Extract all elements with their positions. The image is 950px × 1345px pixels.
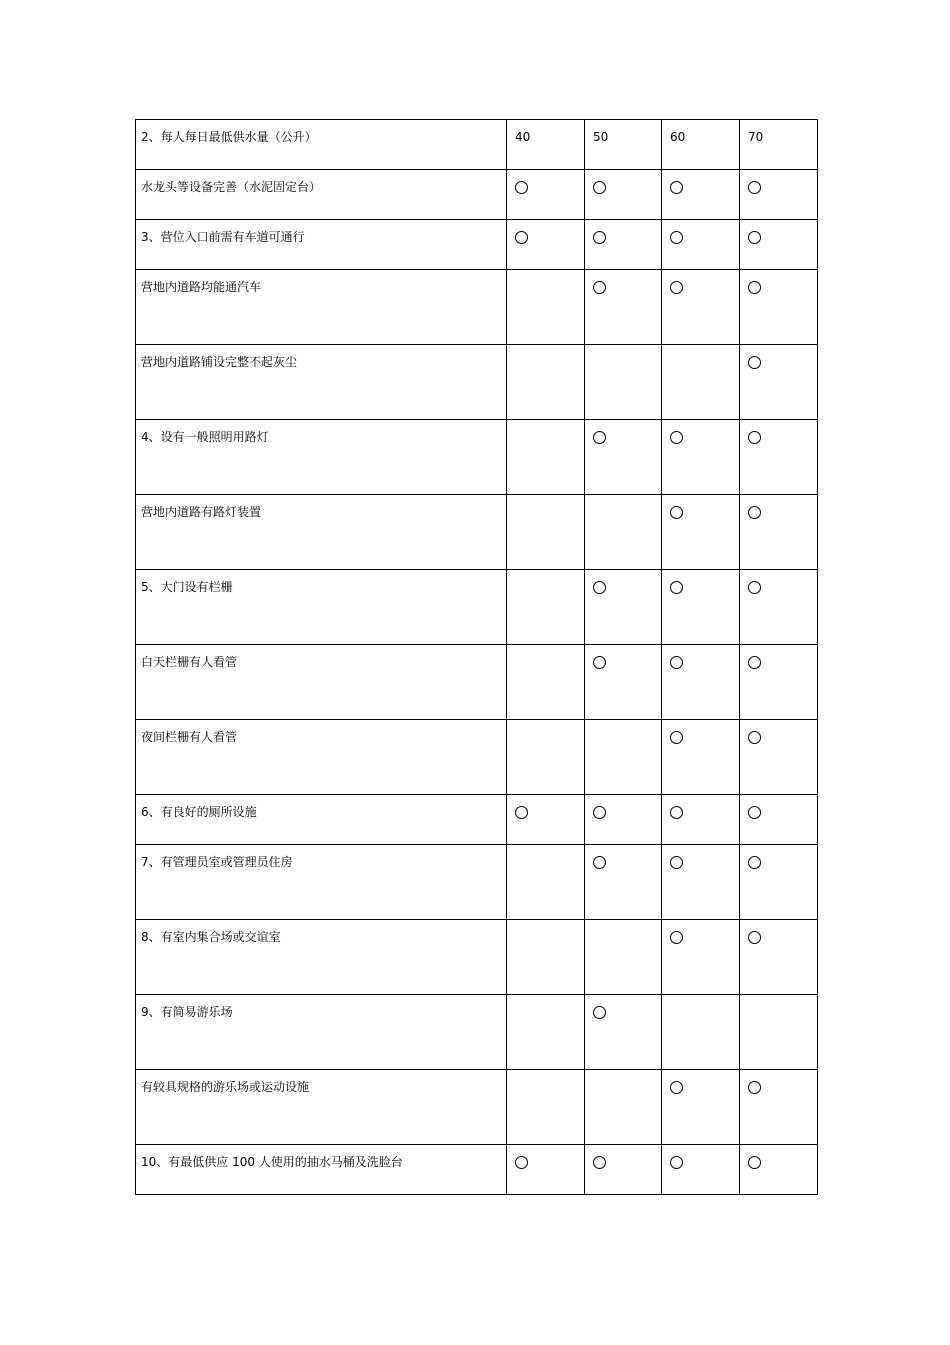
mark-cell (740, 220, 818, 270)
row-label: 水龙头等设备完善（水泥固定台） (136, 170, 507, 220)
circle-mark-icon (670, 431, 683, 444)
header-value-70: 70 (740, 120, 818, 170)
circle-mark-icon (670, 506, 683, 519)
table-row (136, 795, 818, 845)
table-row (136, 420, 818, 495)
mark-cell (662, 720, 740, 795)
row-label: 4、设有一般照明用路灯 (136, 420, 507, 495)
mark-cell (662, 420, 740, 495)
circle-mark-icon (515, 1156, 528, 1169)
mark-cell (662, 495, 740, 570)
circle-mark-icon (593, 431, 606, 444)
circle-mark-icon (593, 1156, 606, 1169)
mark-cell (585, 720, 662, 795)
row-label: 3、营位入口前需有车道可通行 (136, 220, 507, 270)
standards-table (135, 119, 818, 1195)
mark-cell (662, 645, 740, 720)
mark-cell (662, 795, 740, 845)
mark-cell (740, 1070, 818, 1145)
mark-cell (740, 645, 818, 720)
mark-cell (507, 720, 585, 795)
header-label: 2、每人每日最低供水量（公升） (136, 120, 507, 170)
table-row (136, 220, 818, 270)
header-row (136, 120, 818, 170)
circle-mark-icon (593, 806, 606, 819)
mark-cell (585, 795, 662, 845)
circle-mark-icon (748, 806, 761, 819)
circle-mark-icon (670, 181, 683, 194)
row-label: 7、有管理员室或管理员住房 (136, 845, 507, 920)
mark-cell (507, 995, 585, 1070)
mark-cell (507, 420, 585, 495)
circle-mark-icon (748, 506, 761, 519)
mark-cell (585, 270, 662, 345)
mark-cell (662, 570, 740, 645)
circle-mark-icon (593, 656, 606, 669)
row-label: 营地内道路均能通汽车 (136, 270, 507, 345)
table-row (136, 1145, 818, 1195)
row-label: 6、有良好的厕所设施 (136, 795, 507, 845)
circle-mark-icon (670, 731, 683, 744)
mark-cell (507, 1070, 585, 1145)
mark-cell (585, 645, 662, 720)
table-row (136, 720, 818, 795)
mark-cell (662, 845, 740, 920)
circle-mark-icon (670, 281, 683, 294)
mark-cell (662, 270, 740, 345)
mark-cell (740, 920, 818, 995)
circle-mark-icon (515, 231, 528, 244)
row-label: 营地内道路铺设完整不起灰尘 (136, 345, 507, 420)
mark-cell (585, 170, 662, 220)
circle-mark-icon (670, 231, 683, 244)
row-label: 10、有最低供应 100 人使用的抽水马桶及洗脸台 (136, 1145, 507, 1195)
row-label: 营地内道路有路灯装置 (136, 495, 507, 570)
mark-cell (662, 995, 740, 1070)
row-label: 有较具规格的游乐场或运动设施 (136, 1070, 507, 1145)
circle-mark-icon (748, 356, 761, 369)
mark-cell (662, 170, 740, 220)
mark-cell (507, 795, 585, 845)
row-label: 白天栏栅有人看管 (136, 645, 507, 720)
mark-cell (507, 645, 585, 720)
circle-mark-icon (515, 806, 528, 819)
circle-mark-icon (593, 581, 606, 594)
mark-cell (740, 1145, 818, 1195)
mark-cell (740, 845, 818, 920)
table-row (136, 920, 818, 995)
circle-mark-icon (748, 231, 761, 244)
circle-mark-icon (670, 1081, 683, 1094)
mark-cell (662, 1145, 740, 1195)
mark-cell (740, 345, 818, 420)
mark-cell (507, 495, 585, 570)
mark-cell (740, 795, 818, 845)
mark-cell (507, 170, 585, 220)
header-value-50: 50 (585, 120, 662, 170)
row-label: 5、大门设有栏栅 (136, 570, 507, 645)
circle-mark-icon (748, 431, 761, 444)
circle-mark-icon (748, 656, 761, 669)
mark-cell (740, 995, 818, 1070)
row-label: 夜间栏栅有人看管 (136, 720, 507, 795)
table-row (136, 995, 818, 1070)
circle-mark-icon (515, 181, 528, 194)
mark-cell (585, 495, 662, 570)
mark-cell (585, 995, 662, 1070)
mark-cell (507, 920, 585, 995)
table-row (136, 495, 818, 570)
mark-cell (585, 570, 662, 645)
mark-cell (740, 270, 818, 345)
row-label: 9、有简易游乐场 (136, 995, 507, 1070)
mark-cell (662, 220, 740, 270)
table-body (136, 120, 818, 1195)
circle-mark-icon (748, 581, 761, 594)
mark-cell (740, 495, 818, 570)
circle-mark-icon (748, 931, 761, 944)
mark-cell (507, 270, 585, 345)
table-row (136, 1070, 818, 1145)
circle-mark-icon (748, 181, 761, 194)
circle-mark-icon (593, 856, 606, 869)
circle-mark-icon (593, 181, 606, 194)
circle-mark-icon (670, 581, 683, 594)
table-row (136, 570, 818, 645)
mark-cell (507, 220, 585, 270)
mark-cell (585, 420, 662, 495)
mark-cell (585, 1145, 662, 1195)
circle-mark-icon (748, 281, 761, 294)
circle-mark-icon (748, 1081, 761, 1094)
mark-cell (507, 345, 585, 420)
circle-mark-icon (748, 731, 761, 744)
mark-cell (740, 170, 818, 220)
mark-cell (662, 345, 740, 420)
table-row (136, 845, 818, 920)
table-row (136, 645, 818, 720)
mark-cell (507, 570, 585, 645)
circle-mark-icon (670, 806, 683, 819)
mark-cell (585, 1070, 662, 1145)
circle-mark-icon (670, 656, 683, 669)
circle-mark-icon (593, 1006, 606, 1019)
table-row (136, 345, 818, 420)
mark-cell (507, 845, 585, 920)
mark-cell (585, 845, 662, 920)
circle-mark-icon (748, 1156, 761, 1169)
circle-mark-icon (670, 1156, 683, 1169)
circle-mark-icon (748, 856, 761, 869)
mark-cell (740, 570, 818, 645)
mark-cell (662, 920, 740, 995)
mark-cell (507, 1145, 585, 1195)
mark-cell (585, 220, 662, 270)
circle-mark-icon (670, 856, 683, 869)
header-value-60: 60 (662, 120, 740, 170)
circle-mark-icon (593, 281, 606, 294)
mark-cell (662, 1070, 740, 1145)
circle-mark-icon (670, 931, 683, 944)
row-label: 8、有室内集合场或交谊室 (136, 920, 507, 995)
mark-cell (585, 920, 662, 995)
table-row (136, 270, 818, 345)
mark-cell (740, 720, 818, 795)
table-row (136, 170, 818, 220)
header-value-40: 40 (507, 120, 585, 170)
circle-mark-icon (593, 231, 606, 244)
mark-cell (740, 420, 818, 495)
mark-cell (585, 345, 662, 420)
